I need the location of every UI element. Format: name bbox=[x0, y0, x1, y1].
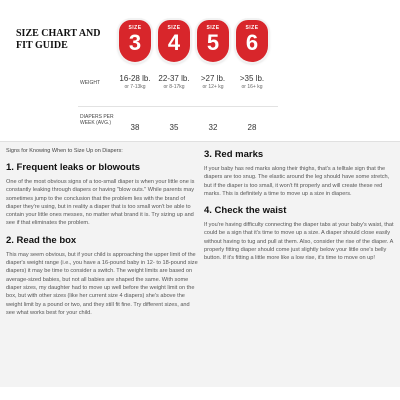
size-6-badge bbox=[236, 20, 268, 62]
diapers-cell-size-6: 28 bbox=[247, 123, 257, 132]
diapers-cell-size-5: 32 bbox=[208, 123, 218, 132]
weight-kg: or 12+ kg bbox=[202, 84, 224, 90]
size-number: 4 bbox=[167, 30, 181, 55]
weight-lb: >27 lb. bbox=[200, 74, 226, 83]
section-heading-red-marks: 3. Red marks bbox=[204, 149, 264, 160]
weight-lb: >35 lb. bbox=[239, 74, 265, 83]
section-body-waist: If you're having difficulty connecting the diaper tabs at your baby's waist, that could be a sign that it's time to move up a size. A diaper should close easily without having to tug and pull at them. Also, consider the rise of the diaper. A properly fitting diaper should come just slightly below your little one's belly button. If it's fitting a little more like a low rise, it's time to move on up! bbox=[204, 222, 394, 262]
section-heading-leaks: 1. Frequent leaks or blowouts bbox=[6, 162, 141, 173]
section-heading-read-box: 2. Read the box bbox=[6, 234, 77, 246]
weight-kg: or 7-13kg bbox=[124, 84, 146, 90]
weight-cell-size-3 bbox=[116, 74, 154, 91]
section-body-read-box: This may seem obvious, but if your child is approaching the upper limit of the diaper's weight range (i.e., you have a 16-pound baby in 12- to 18-pound size diapers) it may be time to consider a switch. The weight limits are based on average-sized babies, but not all babies are shaped the same. With some diaper sizes, my daughter had to move up well before the weight limit on the box, but with other sizes (like her current size 4 diapers) she's above the weight limit by a pound or two, and they still fit fine. Try different sizes, and see what works best for your child. bbox=[6, 251, 198, 316]
article-intro: Signs for Knowing When to Size Up on Diapers: bbox=[6, 148, 123, 154]
section-heading-waist: 4. Check the waist bbox=[204, 205, 287, 217]
row-divider bbox=[78, 106, 278, 107]
size-5-badge bbox=[197, 20, 229, 62]
weight-lb: 22-37 lb. bbox=[158, 74, 190, 83]
article-right-column bbox=[204, 142, 396, 263]
article-panel bbox=[0, 141, 400, 387]
size-chart bbox=[0, 0, 400, 140]
article-left-column bbox=[6, 142, 199, 317]
weight-lb: 16-28 lb. bbox=[119, 74, 151, 83]
diapers-cell-size-4: 35 bbox=[169, 123, 179, 132]
size-number: 5 bbox=[206, 30, 220, 55]
weight-label: WEIGHT bbox=[80, 80, 100, 86]
size-word: SIZE bbox=[206, 25, 220, 31]
size-number: 6 bbox=[245, 30, 259, 55]
weight-cell-size-6 bbox=[233, 74, 271, 91]
chart-title: SIZE CHART AND FIT GUIDE bbox=[16, 28, 101, 51]
size-word: SIZE bbox=[128, 25, 142, 31]
section-body-red-marks: If your baby has red marks along their thighs, that's a telltale sign that the diapers are too snug. The elastic around the leg should have some stretch, but if the diaper is too small, it won't fit properly and will create these red marks. This is definitely a time to move up a size in diapers. bbox=[204, 166, 390, 197]
size-word: SIZE bbox=[245, 25, 259, 31]
diapers-cell-size-3: 38 bbox=[130, 123, 140, 132]
size-4-badge bbox=[158, 20, 190, 62]
size-number: 3 bbox=[128, 30, 142, 55]
section-body-leaks: One of the most obvious signs of a too-small diaper is when your little one is constantly leaking through diapers or having "blow outs." While parents may sometimes jump to the conclusion that the problem lies with the brand of diaper they're using, but in reality a diaper that is too small won't be able to contain your little ones messes, no matter what brand it is. Try sizing up and see if that eliminates the problem. bbox=[6, 179, 195, 227]
diapers-per-week-label: DIAPERS PER WEEK (AVG.) bbox=[80, 114, 114, 126]
size-word: SIZE bbox=[167, 25, 181, 31]
weight-kg: or 8-17kg bbox=[163, 84, 185, 90]
weight-cell-size-5 bbox=[194, 74, 232, 91]
weight-kg: or 16+ kg bbox=[241, 84, 263, 90]
weight-cell-size-4 bbox=[155, 74, 193, 91]
size-3-badge bbox=[119, 20, 151, 62]
